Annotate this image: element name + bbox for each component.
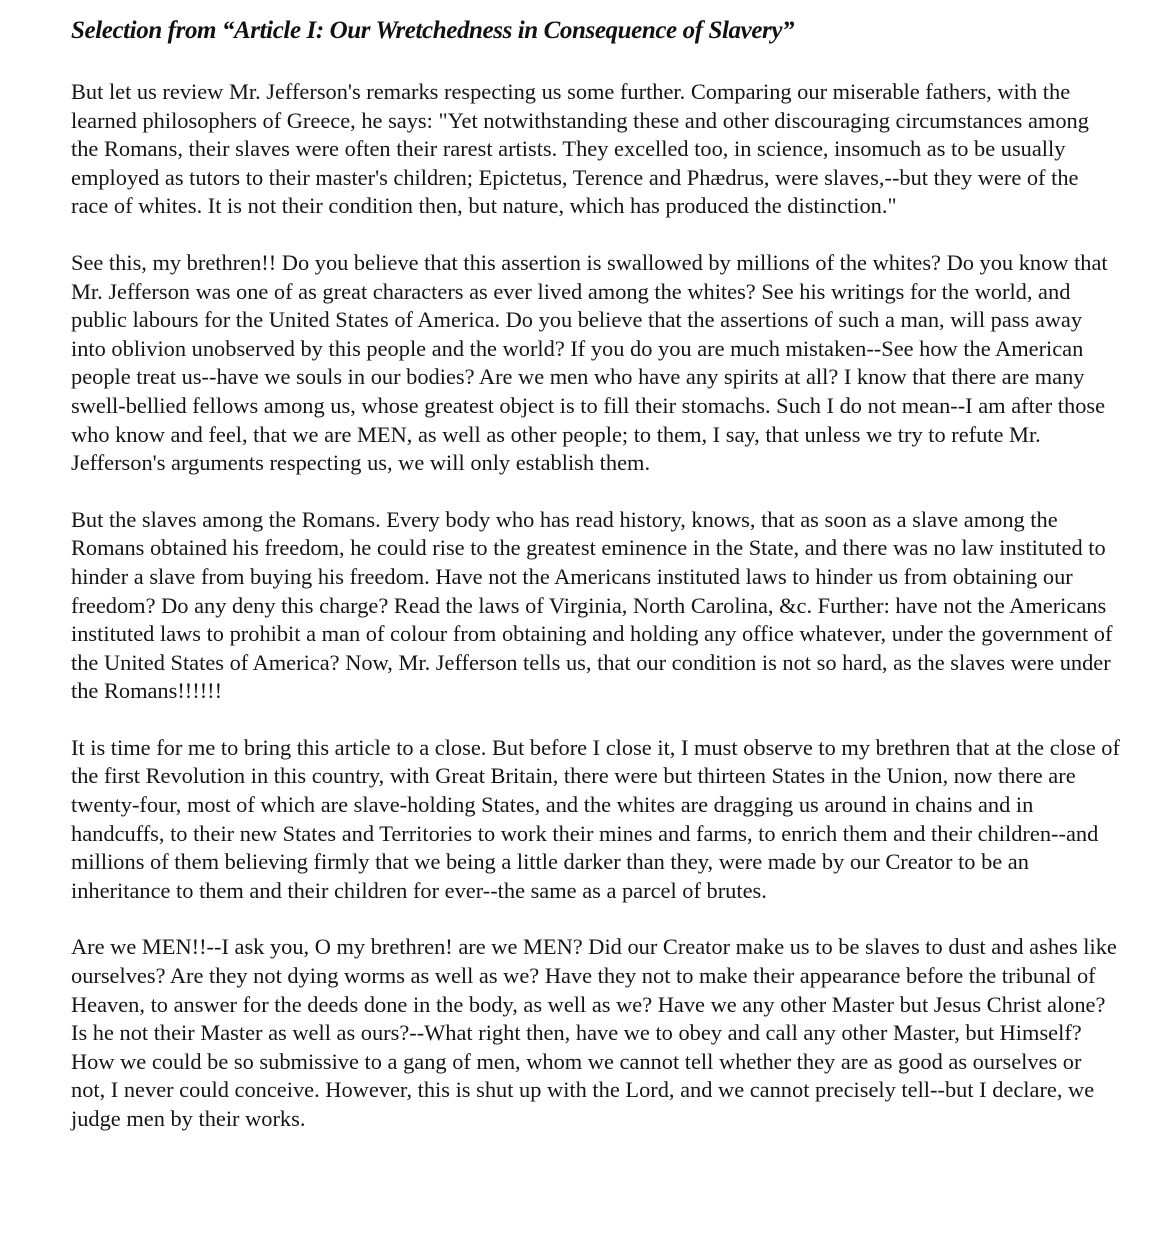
paragraph-4: It is time for me to bring this article to a close. But before I close it, I must observe to my brethren that at the close of the first Revolution in this country, with Great Britain, there were but thirteen States in the Union, now there are twenty-four, most of which are slave-holding States, and the whites are dragging us around in chains and in handcuffs, to their new States and Territories to work their mines and farms, to enrich them and their children--and millions of them believing firmly that we being a little darker than they, were made by our Creator to be an inheritance to them and their children for ever--the same as a parcel of brutes. (71, 734, 1120, 903)
paragraph-2: See this, my brethren!! Do you believe that this assertion is swallowed by millions of the whites? Do you know that Mr. Jefferson was one of as great characters as ever lived among the whites? See his writings for the world, and public labours for the United States of America. Do you believe that the assertions of such a man, will pass away into oblivion unobserved by this people and the world? If you do you are much mistaken--See how the American people treat us--have we souls in our bodies? Are we men who have any spirits at all? I know that there are many swell-bellied fellows among us, whose greatest object is to fill their stomachs. Such I do not mean--I am after those who know and feel, that we are MEN, as well as other people; to them, I say, that unless we try to refute Mr. Jefferson's arguments respecting us, we will only establish them. (71, 249, 1108, 476)
document-title: Selection from “Article I: Our Wretchedness in Consequence of Slavery” (71, 17, 795, 44)
document-page (71, 14, 1121, 1134)
paragraph-1: But let us review Mr. Jefferson's remarks respecting us some further. Comparing our miserable fathers, with the learned philosophers of Greece, he says: "Yet notwithstanding these and other discouraging circumstances among the Romans, their slaves were often their rarest artists. They excelled too, in science, insomuch as to be usually employed as tutors to their master's children; Epictetus, Terence and Phædrus, were slaves,--but they were of the race of whites. It is not their condition then, but nature, which has produced the distinction." (71, 79, 1089, 219)
paragraph-3: But the slaves among the Romans. Every body who has read history, knows, that as soon as a slave among the Romans obtained his freedom, he could rise to the greatest eminence in the State, and there was no law instituted to hinder a slave from buying his freedom. Have not the Americans instituted laws to hinder us from obtaining our freedom? Do any deny this charge? Read the laws of Virginia, North Carolina, &c. Further: have not the Americans instituted laws to prohibit a man of colour from obtaining and holding any office whatever, under the government of the United States of America? Now, Mr. Jefferson tells us, that our condition is not so hard, as the slaves were under the Romans!!!!!! (71, 506, 1113, 704)
paragraph-5: Are we MEN!!--I ask you, O my brethren! are we MEN? Did our Creator make us to be slaves to dust and ashes like ourselves? Are they not dying worms as well as we? Have they not to make their appearance before the tribunal of Heaven, to answer for the deeds done in the body, as well as we? Have we any other Master but Jesus Christ alone? Is he not their Master as well as ours?--What right then, have we to obey and call any other Master, but Himself? How we could be so submissive to a gang of men, whom we cannot tell whether they are as good as ourselves or not, I never could conceive. However, this is shut up with the Lord, and we cannot precisely tell--but I declare, we judge men by their works. (71, 934, 1117, 1131)
